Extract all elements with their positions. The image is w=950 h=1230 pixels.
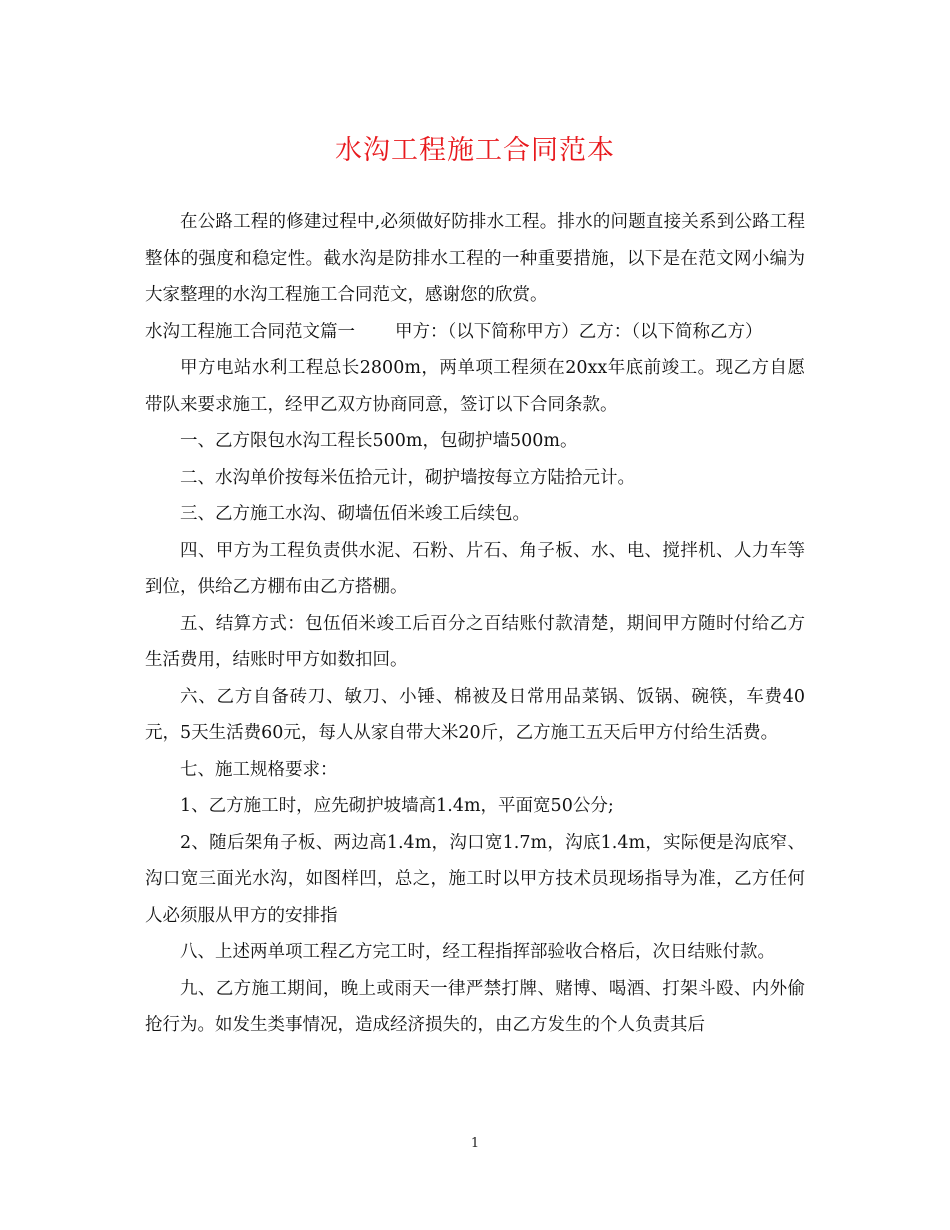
clause-7-item-1: 1、乙方施工时，应先砌护坡墙高1.4m，平面宽50公分; [180,796,614,816]
document-title: 水沟工程施工合同范本 [335,135,615,166]
page-number: 1 [470,1136,480,1151]
clause-2: 二、水沟单价按每米伍拾元计，砌护墙按每立方陆拾元计。 [180,467,635,488]
paragraph: 甲方电站水利工程总长2800m，两单项工程须在20xx年底前竣工。现乙方自愿带队来要求施工，经甲乙双方协商同意，签订以下合同条款。 [145,358,805,415]
clause-3: 三、乙方施工水沟、砌墙伍佰米竣工后续包。 [180,504,530,524]
contract-heading-line [145,314,805,351]
parties-line: 甲方：（以下简称甲方）乙方：（以下简称乙方） [395,321,763,342]
contract-subtitle: 水沟工程施工合同范文篇一 [145,321,355,342]
clause-4: 四、甲方为工程负责供水泥、石粉、片石、角子板、水、电、搅拌机、人力车等到位，供给乙方棚布由乙方搭棚。 [145,540,805,597]
clause-9: 九、乙方施工期间，晚上或雨天一律严禁打牌、赌博、喝酒、打架斗殴、内外偷抢行为。如发生类事情况，造成经济损失的，由乙方发生的个人负责其后 [145,978,805,1035]
clause-7-item-2: 2、随后架角子板、两边高1.4m，沟口宽1.7m，沟底1.4m，实际便是沟底窄、沟口宽三面光水沟，如图样凹，总之，施工时以甲方技术员现场指导为准，乙方任何人必须服从甲方的安排指 [145,832,805,926]
clause-7: 七、施工规格要求： [180,759,338,780]
clause-5: 五、结算方式：包伍佰米竣工后百分之百结账付款清楚，期间甲方随时付给乙方生活费用，结账时甲方如数扣回。 [145,613,805,670]
document-body [145,204,805,1044]
clause-8: 八、上述两单项工程乙方完工时，经工程指挥部验收合格后，次日结账付款。 [180,942,775,962]
clause-6: 六、乙方自备砖刀、敏刀、小锤、棉被及日常用品菜锅、饭锅、碗筷，车费40元，5天生活费60元，每人从家自带大米20斤，乙方施工五天后甲方付给生活费。 [145,686,805,743]
clause-1: 一、乙方限包水沟工程长500m，包砌护墙500m。 [180,431,578,451]
intro-paragraph: 在公路工程的修建过程中,必须做好防排水工程。排水的问题直接关系到公路工程整体的强度和稳定性。截水沟是防排水工程的一种重要措施，以下是在范文网小编为大家整理的水沟工程施工合同范文，感谢您的欣赏。 [145,212,805,305]
